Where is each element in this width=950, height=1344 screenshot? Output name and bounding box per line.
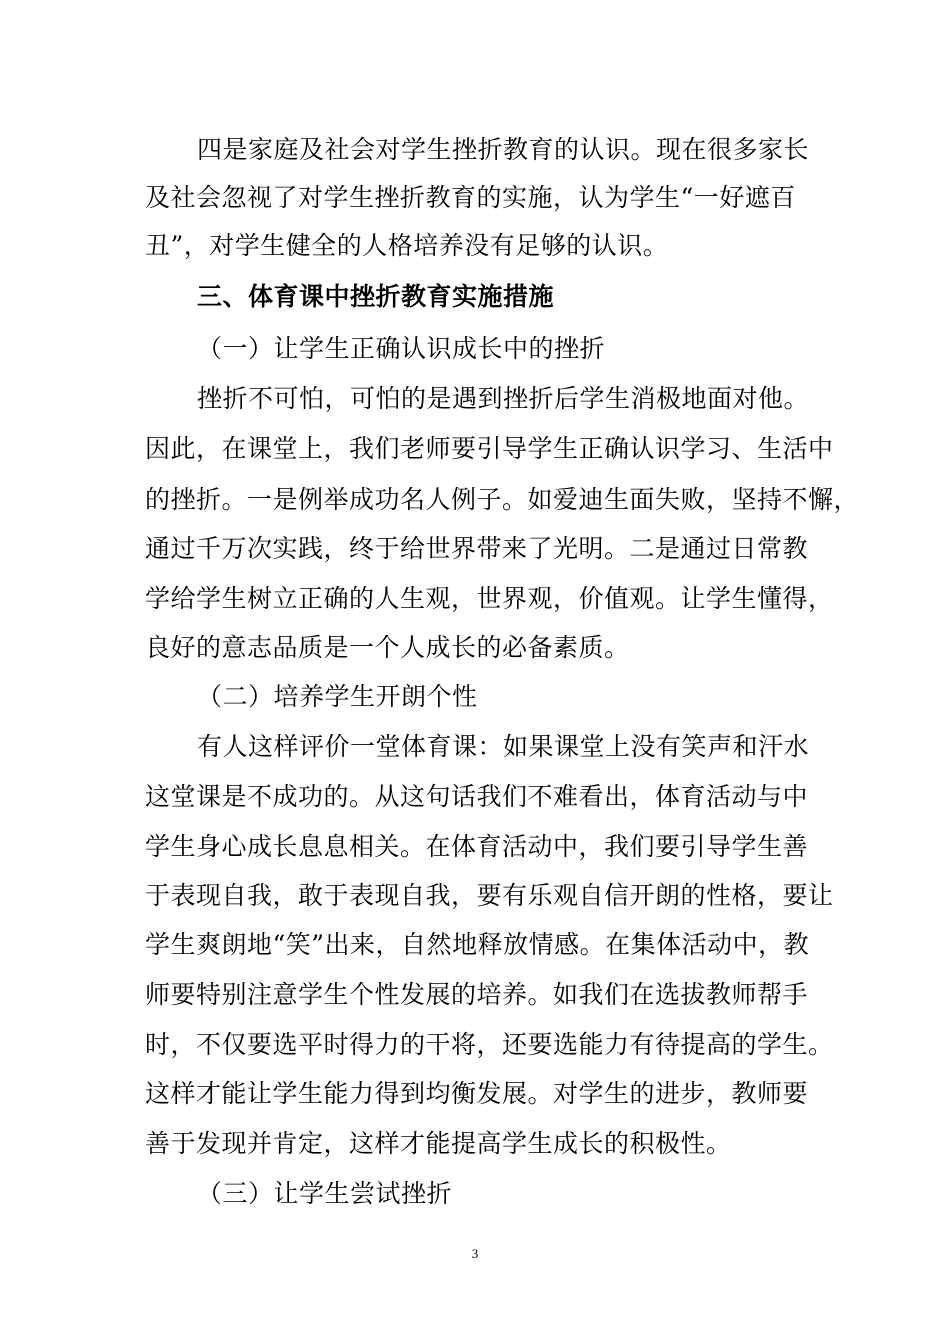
paragraph-line: 于表现自我，敢于表现自我，要有乐观自信开朗的性格，要让 — [145, 881, 834, 910]
paragraph-line: 学生身心成长息息相关。在体育活动中，我们要引导学生善 — [145, 832, 809, 861]
paragraph-line: 学生爽朗地“笑”出来，自然地释放情感。在集体活动中，教 — [145, 930, 810, 959]
paragraph-line: 学给学生树立正确的人生观，世界观，价值观。让学生懂得， — [145, 584, 834, 613]
paragraph-line: 挫折不可怕，可怕的是遇到挫折后学生消极地面对他。 — [197, 384, 810, 413]
paragraph-line: 丑”，对学生健全的人格培养没有足够的认识。 — [145, 231, 669, 260]
paragraph-line: 的挫折。一是例举成功名人例子。如爱迪生面失败，坚持不懈， — [145, 485, 860, 514]
paragraph-line: 这样才能让学生能力得到均衡发展。对学生的进步，教师要 — [145, 1079, 809, 1108]
paragraph-line: 四是家庭及社会对学生挫折教育的认识。现在很多家长 — [197, 135, 810, 164]
paragraph-line: 师要特别注意学生个性发展的培养。如我们在选拔教师帮手 — [145, 980, 809, 1009]
paragraph-line: 及社会忽视了对学生挫折教育的实施，认为学生“一好遮百 — [145, 183, 796, 212]
subsection-heading: （一）让学生正确认识成长中的挫折 — [197, 334, 606, 363]
paragraph-line: 良好的意志品质是一个人成长的必备素质。 — [145, 633, 630, 662]
paragraph-line: 时，不仅要选平时得力的干将，还要选能力有待提高的学生。 — [145, 1030, 834, 1059]
paragraph-line: 善于发现并肯定，这样才能提高学生成长的积极性。 — [145, 1129, 732, 1158]
paragraph-line: 这堂课是不成功的。从这句话我们不难看出，体育活动与中 — [145, 782, 809, 811]
section-heading: 三、体育课中挫折教育实施措施 — [197, 282, 555, 311]
paragraph-line: 有人这样评价一堂体育课：如果课堂上没有笑声和汗水 — [197, 732, 810, 761]
subsection-heading: （三）让学生尝试挫折 — [197, 1179, 453, 1208]
paragraph-line: 通过千万次实践，终于给世界带来了光明。二是通过日常教 — [145, 534, 809, 563]
subsection-heading: （二）培养学生开朗个性 — [197, 682, 478, 711]
paragraph-line: 因此，在课堂上，我们老师要引导学生正确认识学习、生活中 — [145, 434, 834, 463]
page-number: 3 — [471, 1246, 479, 1261]
